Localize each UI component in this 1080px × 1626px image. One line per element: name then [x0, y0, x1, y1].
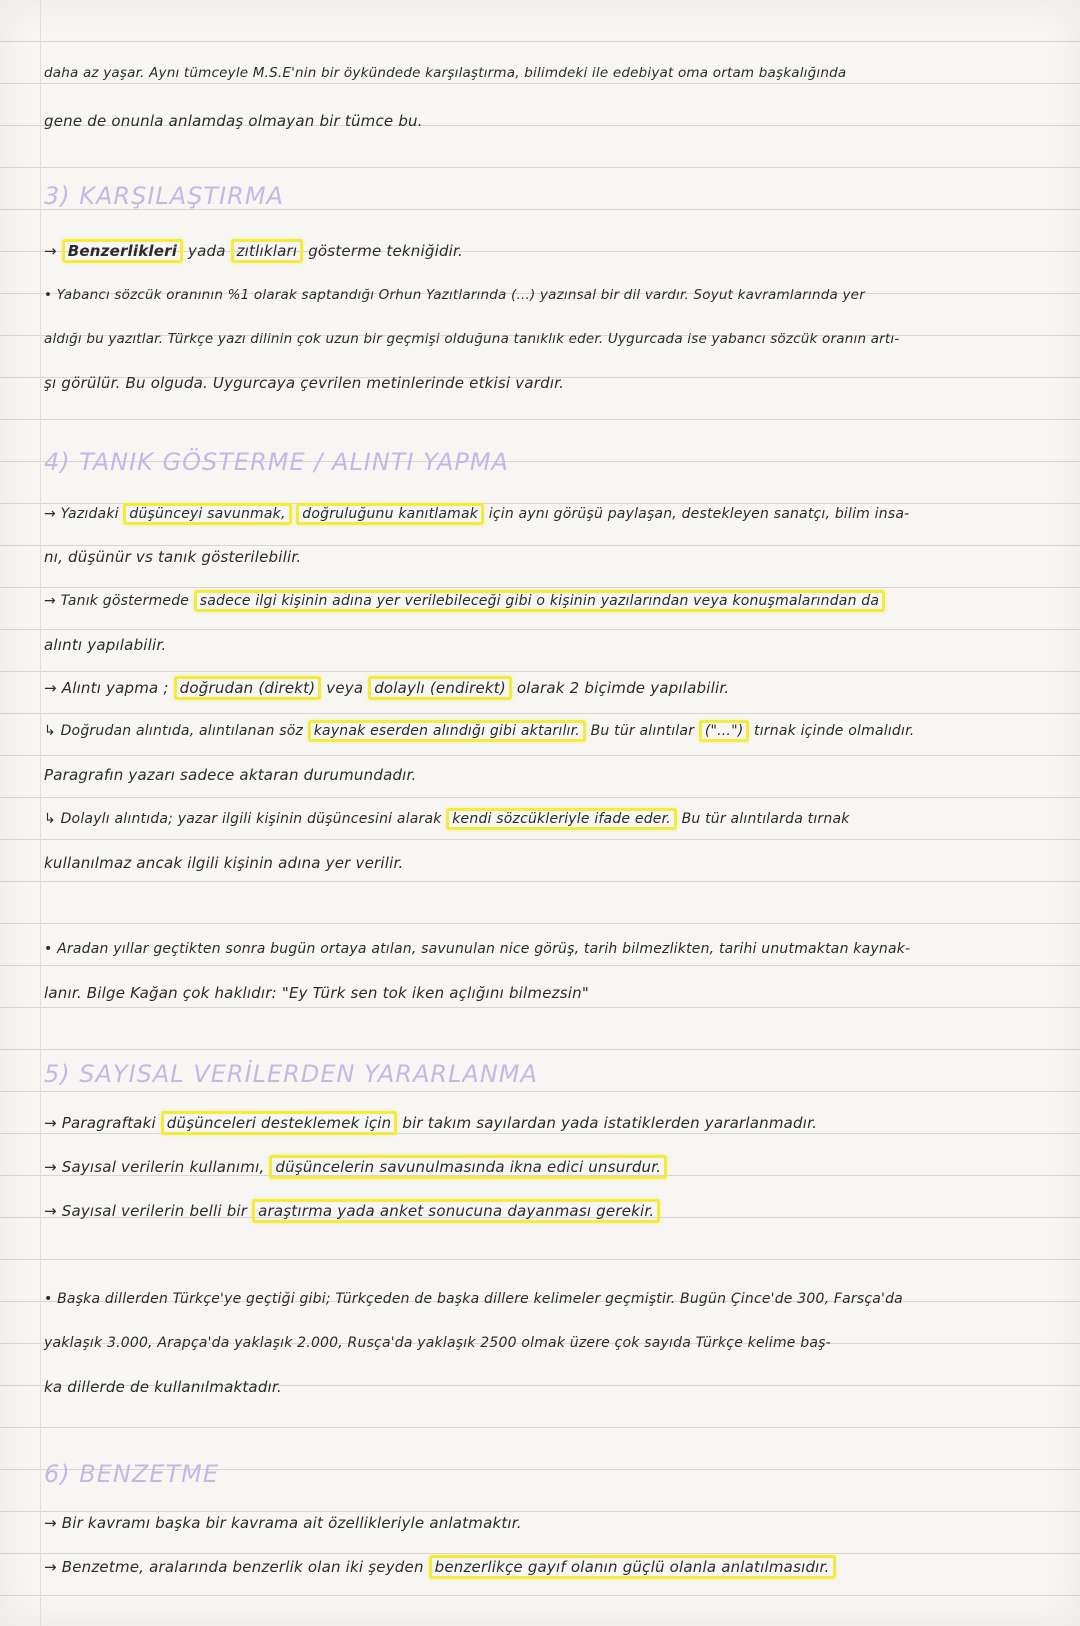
text-fragment: → Alıntı yapma ; [44, 679, 174, 697]
highlight: zıtlıkları [231, 239, 304, 263]
text-line: yaklaşık 3.000, Arapça'da yaklaşık 2.000, Rusça'da yaklaşık 2500 olmak üzere çok sayıda Türkçe kelime baş- [44, 1335, 831, 1351]
text-line [44, 1556, 1060, 1578]
text-line: ka dillerde de kullanılmaktadır. [44, 1378, 282, 1396]
text-line [44, 720, 1060, 742]
text-line [44, 590, 1060, 612]
text-fragment: → [44, 242, 62, 260]
text-line: kullanılmaz ancak ilgili kişinin adına yer verilir. [44, 854, 404, 872]
section-heading-karsilastirma: 3) KARŞILAŞTIRMA [44, 182, 284, 210]
highlight: düşüncelerin savunulmasında ikna edici unsurdur. [269, 1155, 667, 1179]
margin-line [40, 0, 41, 1626]
text-line: Paragrafın yazarı sadece aktaran durumundadır. [44, 766, 417, 784]
highlight: düşünceyi savunmak, [123, 503, 291, 525]
text-line [44, 808, 1060, 830]
text-line: nı, düşünür vs tanık gösterilebilir. [44, 548, 302, 566]
text-line: gene de onunla anlamdaş olmayan bir tümce bu. [44, 112, 423, 130]
highlight: doğruluğunu kanıtlamak [296, 503, 484, 525]
text-line: → Bir kavramı başka bir kavrama ait özellikleriyle anlatmaktır. [44, 1514, 522, 1532]
highlight: benzerlikçe gayıf olanın güçlü olanla anlatılmasıdır. [429, 1555, 836, 1579]
highlight: kendi sözcükleriyle ifade eder. [446, 808, 677, 830]
highlight: düşünceleri desteklemek için [161, 1111, 398, 1135]
text-line [44, 1112, 1060, 1134]
text-line: • Yabancı sözcük oranının %1 olarak saptandığı Orhun Yazıtlarında (...) yazınsal bir dil vardır. Soyut kavramlarında yer [44, 287, 865, 303]
text-line: lanır. Bilge Kağan çok haklıdır: "Ey Türk sen tok iken açlığını bilmezsin" [44, 984, 589, 1002]
text-line [44, 677, 1060, 699]
text-line: alıntı yapılabilir. [44, 636, 167, 654]
text-fragment: veya [321, 679, 369, 697]
highlight: ("...") [699, 720, 750, 742]
highlight: sadece ilgi kişinin adına yer verilebileceği gibi o kişinin yazılarından veya konuşmalarından da [194, 590, 885, 612]
text-fragment: yada [183, 242, 231, 260]
text-fragment: gösterme tekniğidir. [303, 242, 464, 260]
text-fragment: Bu tür alıntılarda tırnak [676, 811, 850, 827]
text-fragment: bir takım sayılardan yada istatiklerden yararlanmadır. [397, 1114, 818, 1132]
section-heading-sayisal-veriler: 5) SAYISAL VERİLERDEN YARARLANMA [44, 1060, 538, 1088]
text-line [44, 240, 1060, 262]
highlight: Benzerlikleri [62, 239, 183, 263]
text-fragment: ↳ Dolaylı alıntıda; yazar ilgili kişinin düşüncesini alarak [44, 811, 447, 827]
text-fragment: ↳ Doğrudan alıntıda, alıntılanan söz [44, 723, 308, 739]
text-line: • Başka dillerden Türkçe'ye geçtiği gibi; Türkçeden de başka dillere kelimeler geçmiştir. Bugün Çince'de 300, Farsça'da [44, 1291, 903, 1307]
text-line [44, 503, 1060, 525]
text-fragment: → Sayısal verilerin kullanımı, [44, 1158, 270, 1176]
section-heading-benzetme: 6) BENZETME [44, 1460, 219, 1488]
text-fragment: Bu tür alıntılar [585, 723, 699, 739]
text-fragment: için aynı görüşü paylaşan, destekleyen sanatçı, bilim insa- [484, 506, 910, 522]
text-line: • Aradan yıllar geçtikten sonra bugün ortaya atılan, savunulan nice görüş, tarih bilmezlikten, tarihi unutmaktan kaynak- [44, 941, 911, 957]
text-fragment: → Yazıdaki [44, 506, 124, 522]
text-fragment: tırnak içinde olmalıdır. [749, 723, 915, 739]
text-line: aldığı bu yazıtlar. Türkçe yazı dilinin çok uzun bir geçmişi olduğuna tanıklık eder. Uygurcada ise yabancı sözcük oranın artı- [44, 331, 900, 347]
highlight: araştırma yada anket sonucuna dayanması gerekir. [252, 1199, 660, 1223]
highlight: doğrudan (direkt) [174, 676, 322, 700]
highlight: kaynak eserden alındığı gibi aktarılır. [308, 720, 586, 742]
text-fragment: → Benzetme, aralarında benzerlik olan iki şeyden [44, 1558, 429, 1576]
section-heading-tanik-gosterme: 4) TANIK GÖSTERME / ALINTI YAPMA [44, 448, 509, 476]
text-line [44, 1200, 1060, 1222]
highlight: dolaylı (endirekt) [368, 676, 512, 700]
text-fragment: → Paragraftaki [44, 1114, 161, 1132]
text-line: şı görülür. Bu olguda. Uygurcaya çevrilen metinlerinde etkisi vardır. [44, 374, 565, 392]
text-line: daha az yaşar. Aynı tümceyle M.S.E'nin bir öykündede karşılaştırma, bilimdeki ile edebiyat oma ortam başkalığında [44, 65, 847, 81]
text-line [44, 1156, 1060, 1178]
text-fragment: → Tanık göstermede [44, 593, 194, 609]
text-fragment: olarak 2 biçimde yapılabilir. [511, 679, 730, 697]
text-fragment: → Sayısal verilerin belli bir [44, 1202, 253, 1220]
